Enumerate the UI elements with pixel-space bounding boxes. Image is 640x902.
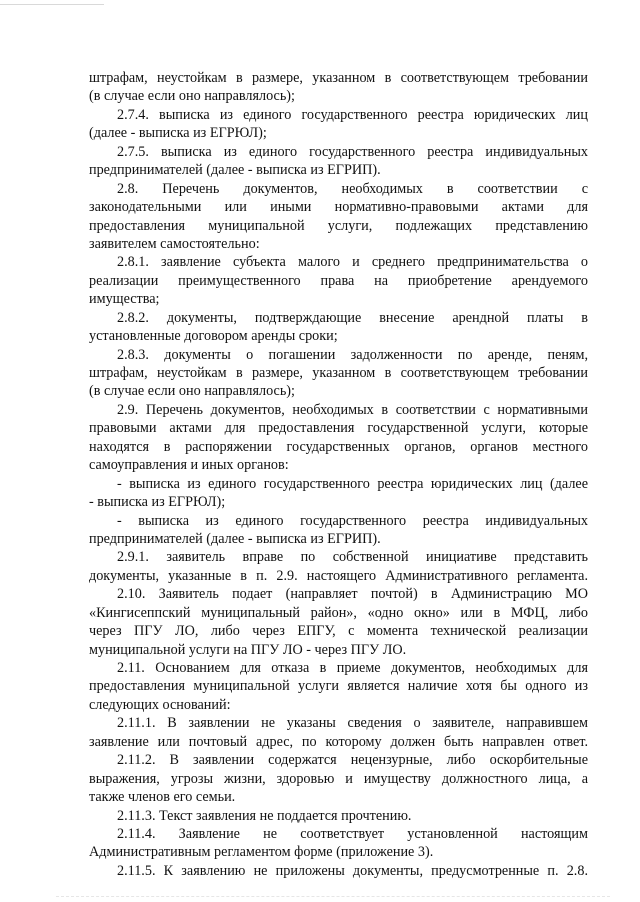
text-line: 2.8.1. заявление субъекта малого и среднего предпринимательства о (117, 254, 588, 271)
text-line: 2.8.2. документы, подтверждающие внесение арендной платы в (117, 309, 588, 326)
text-line: заявителем самостоятельно: (89, 235, 260, 252)
text-line: 2.11.5. К заявлению не приложены документы, предусмотренные п. 2.8. (117, 862, 588, 879)
text-line: реализации преимущественного права на приобретение арендуемого (89, 272, 588, 289)
text-line: (далее - выписка из ЕГРЮЛ); (89, 125, 267, 142)
text-line: (в случае если оно направлялось); (89, 88, 295, 105)
text-line: штрафам, неустойкам в размере, указанном в соответствующем требовании (89, 70, 588, 86)
text-line: документы, указанные в п. 2.9. настоящего Административного регламента. (89, 567, 588, 584)
text-line: предоставления муниципальной услуги является наличие хотя бы одного из (89, 678, 588, 695)
text-line: 2.8. Перечень документов, необходимых в соответствии с (117, 180, 588, 197)
text-line: 2.9. Перечень документов, необходимых в соответствии с нормативными (117, 401, 588, 418)
text-line: 2.11. Основанием для отказа в приеме документов, необходимых для (117, 660, 588, 676)
text-line: 2.7.4. выписка из единого государственного реестра юридических лиц (117, 106, 588, 123)
text-line: предпринимателей (далее - выписка из ЕГРИП). (89, 162, 381, 179)
text-line: предоставления муниципальной услуги, подлежащих представлению (89, 217, 588, 234)
scan-edge-mark (56, 896, 610, 897)
text-line: - выписка из единого государственного реестра индивидуальных (117, 512, 588, 529)
text-line: 2.10. Заявитель подает (направляет почтой) в Администрацию МО (117, 586, 588, 603)
text-line: - выписка из ЕГРЮЛ); (89, 494, 226, 511)
text-line: 2.9.1. заявитель вправе по собственной инициативе представить (117, 549, 588, 566)
text-line: Административным регламентом форме (приложение 3). (89, 844, 434, 861)
text-line: «Кингисеппский муниципальный район», «одно окно» или в МФЦ, либо (89, 604, 588, 621)
text-line: через ПГУ ЛО, либо через ЕПГУ, с момента технической реализации (89, 623, 588, 640)
text-line: (в случае если оно направлялось); (89, 383, 295, 400)
text-line: 2.8.3. документы о погашении задолженности по аренде, пеням, (117, 346, 588, 363)
text-line: 2.11.3. Текст заявления не поддается прочтению. (117, 807, 412, 824)
text-line: предпринимателей (далее - выписка из ЕГРИП). (89, 530, 381, 547)
text-line: 2.11.2. В заявлении содержатся нецензурные, либо оскорбительные (117, 752, 588, 769)
document-page (89, 69, 588, 880)
text-line: правовыми актами для предоставления государственной услуги, которые (89, 420, 588, 437)
text-line: муниципальной услуги на ПГУ ЛО - через ПГУ ЛО. (89, 641, 407, 658)
text-line: законодательными или иными нормативно-правовыми актами для (89, 199, 588, 216)
text-line: 2.7.5. выписка из единого государственного реестра индивидуальных (117, 143, 588, 160)
text-line: 2.11.1. В заявлении не указаны сведения о заявителе, направившем (117, 715, 588, 732)
text-line: - выписка из единого государственного реестра юридических лиц (далее (117, 475, 588, 492)
text-line: находятся в распоряжении государственных органов, органов местного (89, 438, 588, 455)
text-line: 2.11.4. Заявление не соответствует установленной настоящим (117, 825, 588, 842)
text-line: заявление или почтовый адрес, по которому должен быть направлен ответ. (89, 733, 588, 750)
text-line: самоуправления и иных органов: (89, 457, 289, 474)
text-line: также членов его семьи. (89, 789, 236, 806)
scan-edge-mark (0, 4, 104, 5)
text-line: выражения, угрозы жизни, здоровью и имуществу должностного лица, а (89, 770, 588, 787)
text-line: имущества; (89, 291, 160, 308)
text-line: следующих оснований: (89, 696, 231, 713)
text-line: установленные договором аренды сроки; (89, 328, 338, 345)
text-line: штрафам, неустойкам в размере, указанном в соответствующем требовании (89, 365, 588, 381)
